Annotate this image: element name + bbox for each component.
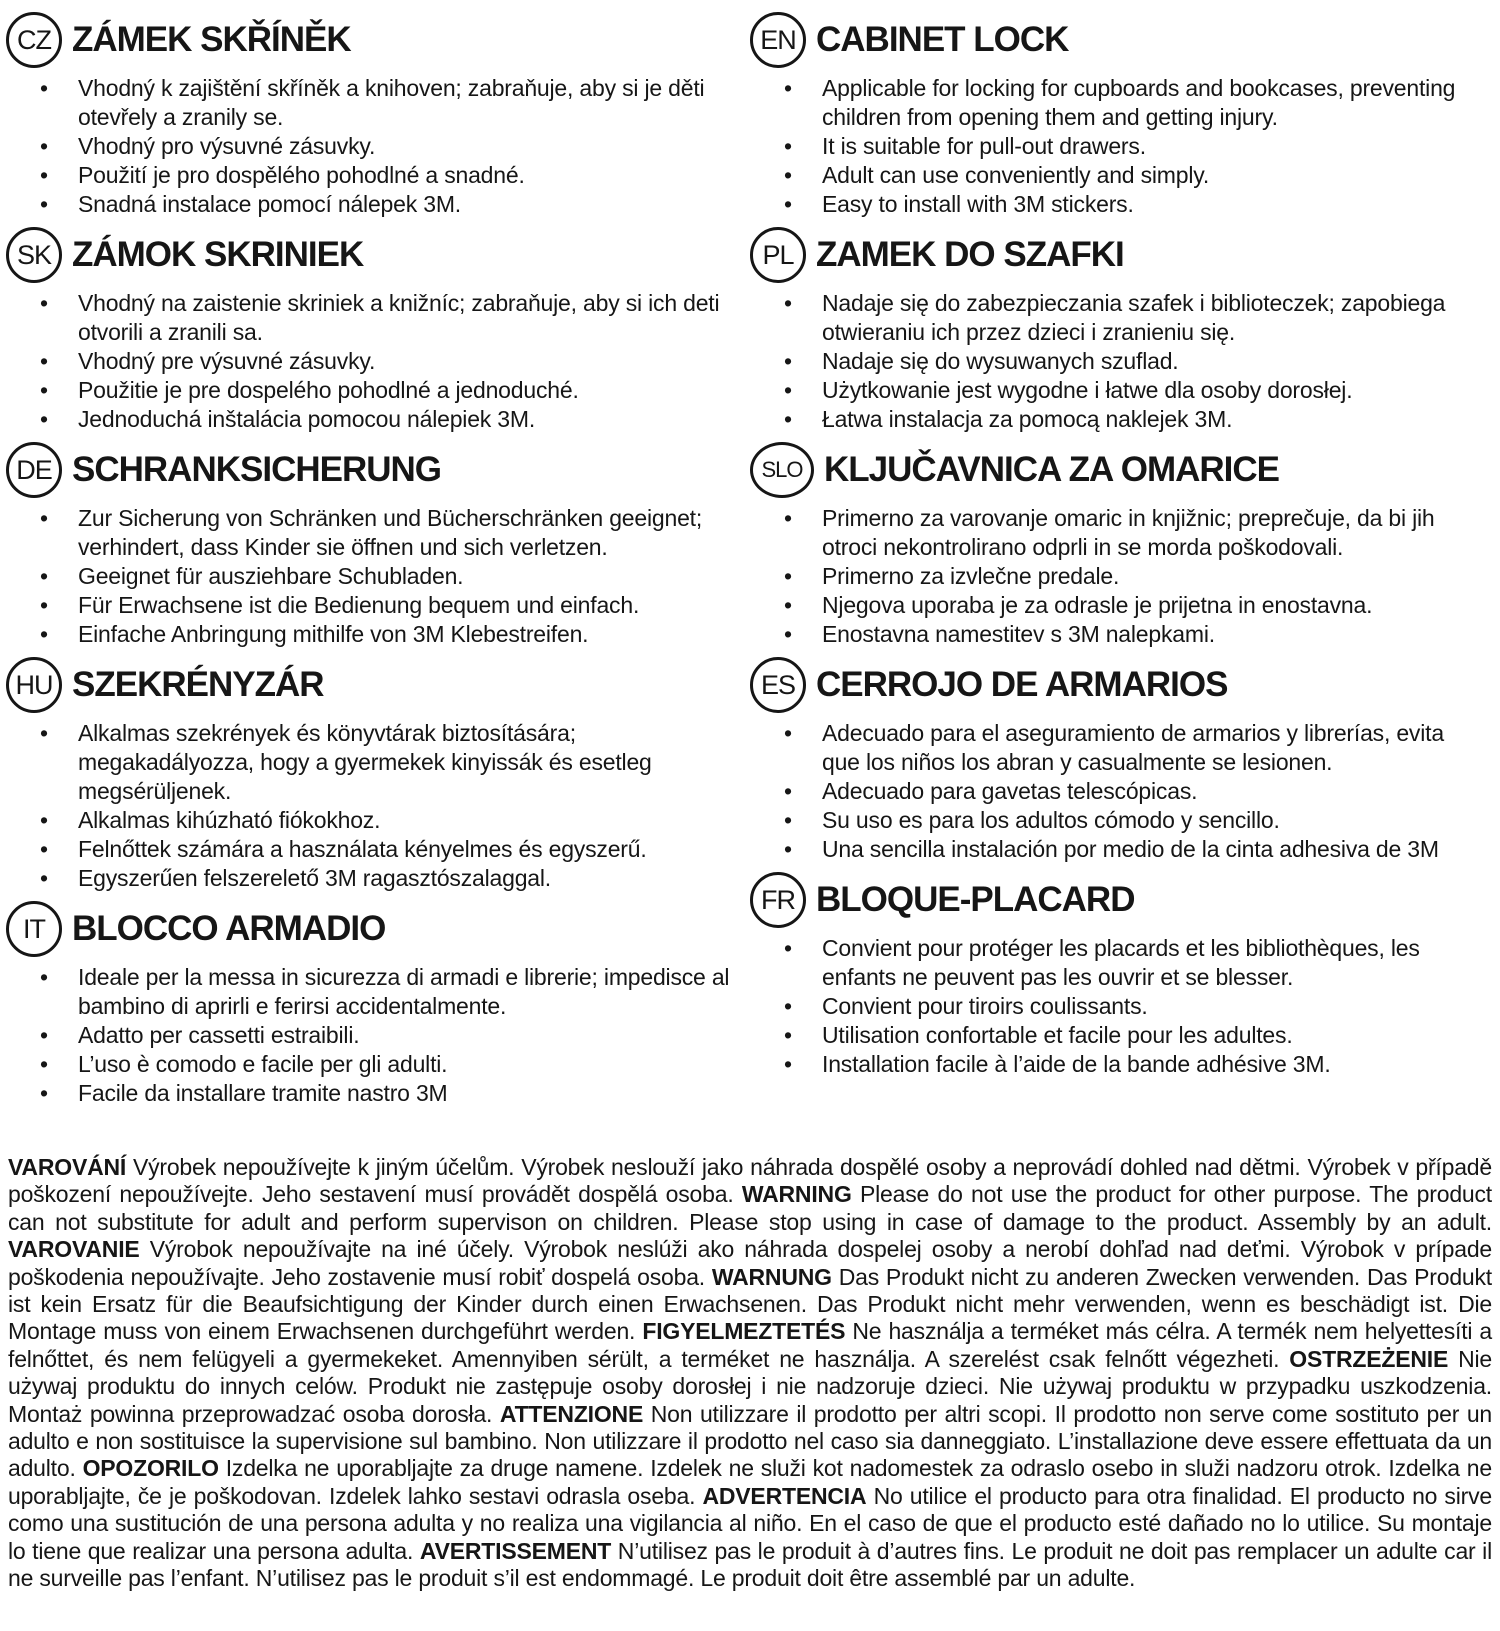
bullet-list [750, 934, 1480, 1079]
language-badge: CZ [6, 12, 62, 68]
bullet-item: • Easy to install with 3M stickers. [750, 190, 1480, 219]
bullet-item: • Łatwa instalacja za pomocą naklejek 3M. [750, 405, 1480, 434]
bullet-list [750, 719, 1480, 864]
section-header [6, 901, 736, 957]
section-header [6, 12, 736, 68]
language-badge: HU [6, 657, 62, 713]
bullet-item: • Vhodný na zaistenie skriniek a knižníc; zabraňuje, aby si ich deti otvorili a zranili sa. [6, 289, 736, 347]
section-hu [6, 657, 736, 893]
bullet-item: • Vhodný k zajištění skříněk a knihoven; zabraňuje, aby si je děti otevřely a zranily se. [6, 74, 736, 132]
bullet-item: • Snadná instalace pomocí nálepek 3M. [6, 190, 736, 219]
section-header [750, 657, 1480, 713]
language-badge: SK [6, 227, 62, 283]
section-title: ZAMEK DO SZAFKI [816, 235, 1124, 274]
bullet-item: • Una sencilla instalación por medio de la cinta adhesiva de 3M [750, 835, 1480, 864]
bullet-item: • Convient pour protéger les placards et les bibliothèques, les enfants ne peuvent pas les ouvrir et se blesser. [750, 934, 1480, 992]
bullet-item: • Applicable for locking for cupboards and bookcases, preventing children from opening them and getting injury. [750, 74, 1480, 132]
warning-keyword: FIGYELMEZTETÉS [642, 1318, 846, 1345]
section-title: KLJUČAVNICA ZA OMARICE [824, 450, 1280, 489]
section-en [750, 12, 1480, 219]
bullet-item: • L’uso è comodo e facile per gli adulti. [6, 1050, 736, 1079]
bullet-item: • Adecuado para gavetas telescópicas. [750, 777, 1480, 806]
language-badge: ES [750, 657, 806, 713]
section-header [6, 227, 736, 283]
warning-text: No utilice el producto para otra finalidad. El producto no sirve como una sustitución de una persona adulta y no realiza una vigilancia al niño. En el caso de que el producto esté dañado no lo utilice. Su montaje lo tiene que realizar una persona adulta. [8, 1482, 1492, 1564]
language-badge: IT [6, 901, 62, 957]
bullet-item: • It is suitable for pull-out drawers. [750, 132, 1480, 161]
bullet-item: • Su uso es para los adultos cómodo y sencillo. [750, 806, 1480, 835]
language-columns [6, 8, 1494, 1116]
warning-keyword: VAROVÁNÍ [8, 1154, 127, 1180]
section-title: CERROJO DE ARMARIOS [816, 665, 1228, 704]
warning-text: Non utilizzare il prodotto per altri scopi. Il prodotto non serve come sostituto per un adulto e non sostituisce la supervisione sul bambino. Non utilizzare il prodotto nel caso sia danneggiato. L’installazione deve essere effettuata da un adulto. [8, 1400, 1493, 1482]
bullet-list [750, 74, 1480, 219]
bullet-item: • Vhodný pro výsuvné zásuvky. [6, 132, 736, 161]
section-title: BLOQUE-PLACARD [816, 880, 1135, 919]
section-it [6, 901, 736, 1108]
language-badge: PL [750, 227, 806, 283]
warning-text: N’utilisez pas le produit à d’autres fins. Le produit ne doit pas remplacer un adulte car il ne surveille pas l’enfant. N’utilisez pas le produit s’il est endommagé. Le produit doit être assemblé par un adulte. [8, 1537, 1492, 1592]
section-header [750, 227, 1480, 283]
bullet-item: • Použití je pro dospělého pohodlné a snadné. [6, 161, 736, 190]
warning-keyword: ATTENZIONE [499, 1400, 644, 1427]
section-title: CABINET LOCK [816, 20, 1069, 59]
bullet-item: • Nadaje się do zabezpieczania szafek i biblioteczek; zapobiega otwieraniu ich przez dzieci i zranieniu się. [750, 289, 1480, 347]
section-header [750, 12, 1480, 68]
section-header [6, 657, 736, 713]
bullet-item: • Installation facile à l’aide de la bande adhésive 3M. [750, 1050, 1480, 1079]
bullet-item: • Facile da installare tramite nastro 3M [6, 1079, 736, 1108]
language-badge: DE [6, 442, 62, 498]
section-slo [750, 442, 1480, 649]
bullet-item: • Geeignet für ausziehbare Schubladen. [6, 562, 736, 591]
section-title: ZÁMEK SKŘÍNĚK [72, 20, 351, 59]
bullet-item: • Convient pour tiroirs coulissants. [750, 992, 1480, 1021]
bullet-item: • Zur Sicherung von Schränken und Bücherschränken geeignet; verhindert, dass Kinder sie öffnen und sich verletzen. [6, 504, 736, 562]
language-badge: SLO [750, 442, 814, 498]
warning-text: Výrobek nepoužívejte k jiným účelům. Výrobek neslouží jako náhrada dospělé osoby a neprovádí dohled nad dětmi. Výrobek v případě poškození nepoužívejte. Jeho sestavení musí provádět dospělá osoba. [8, 1154, 1492, 1208]
bullet-item: • Einfache Anbringung mithilfe von 3M Klebestreifen. [6, 620, 736, 649]
bullet-item: • Użytkowanie jest wygodne i łatwe dla osoby dorosłej. [750, 376, 1480, 405]
section-pl [750, 227, 1480, 434]
section-de [6, 442, 736, 649]
warning-keyword: ADVERTENCIA [702, 1482, 867, 1509]
warning-keyword: OSTRZEŻENIE [1289, 1345, 1449, 1372]
warning-keyword: VAROVANIE [8, 1236, 140, 1263]
bullet-item: • Vhodný pre výsuvné zásuvky. [6, 347, 736, 376]
bullet-item: • Adult can use conveniently and simply. [750, 161, 1480, 190]
bullet-item: • Ideale per la messa in sicurezza di armadi e librerie; impedisce al bambino di aprirli e ferirsi accidentalmente. [6, 963, 736, 1021]
section-es [750, 657, 1480, 864]
section-cz [6, 12, 736, 219]
section-title: ZÁMOK SKRINIEK [72, 235, 364, 274]
bullet-item: • Primerno za varovanje omaric in knjižnic; preprečuje, da bi jih otroci nekontrolirano odprli in se morda poškodovali. [750, 504, 1480, 562]
warning-keyword: WARNING [741, 1181, 852, 1208]
warning-text: Please do not use the product for other purpose. The product can not substitute for adult and perform supervison on children. Please stop using in case of damage to the product. Assembly by an adult. [8, 1181, 1492, 1235]
bullet-item: • Alkalmas szekrények és könyvtárak biztosítására; megakadályozza, hogy a gyermekek kinyissák és esetleg megsérüljenek. [6, 719, 736, 806]
section-sk [6, 227, 736, 434]
warning-paragraph [6, 1154, 1494, 1593]
bullet-item: • Für Erwachsene ist die Bedienung bequem und einfach. [6, 591, 736, 620]
warning-text: Výrobok nepoužívajte na iné účely. Výrobok neslúži ako náhrada dospelej osoby a nerobí dohľad nad deťmi. Výrobok v prípade poškodenia nepoužívajte. Jeho zostavenie musí robiť dospelá osoba. [8, 1236, 1492, 1290]
warning-text: Ne használja a terméket más célra. A termék nem helyettesíti a felnőttet, és nem felügyeli a gyermekeket. Amennyiben sérült, a terméket ne használja. A szerelést csak felnőtt végezheti. [8, 1318, 1492, 1372]
section-header [6, 442, 736, 498]
bullet-item: • Egyszerűen felszerelető 3M ragasztószalaggal. [6, 864, 736, 893]
bullet-item: • Jednoduchá inštalácia pomocou nálepiek 3M. [6, 405, 736, 434]
right-column [750, 8, 1494, 1116]
section-header [750, 442, 1480, 498]
warning-keyword: WARNUNG [711, 1263, 832, 1290]
bullet-item: • Enostavna namestitev s 3M nalepkami. [750, 620, 1480, 649]
bullet-item: • Felnőttek számára a használata kényelmes és egyszerű. [6, 835, 736, 864]
warning-text: Izdelka ne uporabljajte za druge namene. Izdelek ne služi kot nadomestek za odraslo osebo in služi nadzoru otrok. Izdelka ne uporabljajte, če je poškodovan. Izdelek lahko sestavi odrasla oseba. [8, 1455, 1492, 1509]
instruction-sheet [6, 8, 1494, 1593]
bullet-item: • Adecuado para el aseguramiento de armarios y librerías, evita que los niños los abran y casualmente se lesionen. [750, 719, 1480, 777]
warning-keyword: OPOZORILO [82, 1455, 219, 1482]
bullet-item: • Alkalmas kihúzható fiókokhoz. [6, 806, 736, 835]
left-column [6, 8, 750, 1116]
bullet-list [6, 504, 736, 649]
bullet-item: • Nadaje się do wysuwanych szuflad. [750, 347, 1480, 376]
bullet-item: • Njegova uporaba je za odrasle je prijetna in enostavna. [750, 591, 1480, 620]
bullet-list [750, 289, 1480, 434]
bullet-list [6, 719, 736, 893]
warning-keyword: AVERTISSEMENT [419, 1537, 612, 1564]
bullet-item: • Utilisation confortable et facile pour les adultes. [750, 1021, 1480, 1050]
bullet-item: • Adatto per cassetti estraibili. [6, 1021, 736, 1050]
bullet-list [6, 289, 736, 434]
section-title: BLOCCO ARMADIO [72, 909, 386, 948]
bullet-list [6, 963, 736, 1108]
section-header [750, 872, 1480, 928]
bullet-list [750, 504, 1480, 649]
warning-text: Nie używaj produktu do innych celów. Produkt nie zastępuje osoby dorosłej i nie nadzoruje dzieci. Nie używaj produktu w przypadku uszkodzenia. Montaż powinna przeprowadzać osoba dorosła. [8, 1345, 1493, 1427]
bullet-list [6, 74, 736, 219]
section-title: SZEKRÉNYZÁR [72, 665, 324, 704]
warning-text: Das Produkt nicht zu anderen Zwecken verwenden. Das Produkt ist kein Ersatz für die Beaufsichtigung der Kinder durch einen Erwachsenen. Das Produkt nicht mehr verwenden, wenn es beschädigt ist. Die Montage muss von einem Erwachsenen durchgeführt werden. [8, 1263, 1492, 1345]
bullet-item: • Použitie je pre dospelého pohodlné a jednoduché. [6, 376, 736, 405]
section-title: SCHRANKSICHERUNG [72, 450, 442, 489]
language-badge: EN [750, 12, 806, 68]
language-badge: FR [750, 872, 806, 928]
bullet-item: • Primerno za izvlečne predale. [750, 562, 1480, 591]
section-fr [750, 872, 1480, 1079]
